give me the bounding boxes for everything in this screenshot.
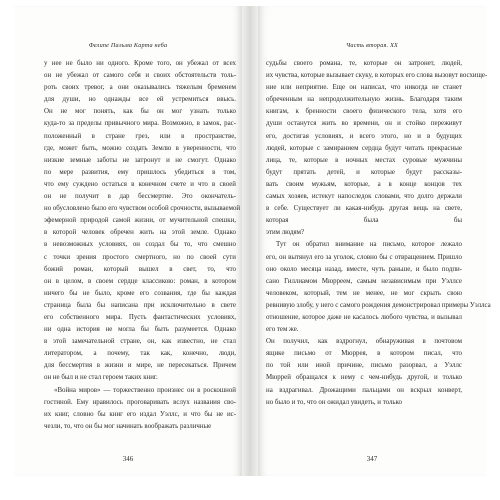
text-line: литератором, а почему, так как, конечно, люди, [44,350,236,358]
text-line: на вздрагивал. Дрожащими пальцами он вскрыл конверт, [266,386,462,394]
text-line: людей, которые с замиранием сердца будут читать прекрасные [266,144,462,152]
text-line: сано Гиллиамом Мюрреем, самым независимым при Уэллсе [266,277,462,285]
text-line: для души, но однажды все ей устремиться ввысь. [44,96,236,104]
text-line: но обусловлено было его чувством особой срочности, вызываемой [44,205,241,213]
right-running-header: Часть вторая. XX [345,42,399,49]
text-line: лица, те, которые в ночных местах суровые мужчины [266,156,462,164]
text-line: судьбы своего романа, те, которые он затронет, людей, [266,60,462,67]
text-line: он в целом, в своем сердце классикою: роман, в котором [44,277,236,285]
left-page-number: 346 [122,455,134,463]
text-line: ни одна история не могла бы быть разумеется. Однако [44,326,236,334]
text-line: где, может быть, можно создать Землю в уверенности, что [44,144,236,152]
text-line: божий роман, который вышел в свет, то, что [44,265,236,273]
text-line: Тут он обратил внимание на письмо, которое лежало [276,241,462,249]
left-page-body-text [44,58,241,433]
text-line: его тем же. [266,326,299,334]
text-line: с точки зрения простого смертного, но по своей сути [44,253,236,261]
left-running-header: Фелипе Пальма Карта неба [88,42,168,49]
text-line: которая была бы [266,217,462,225]
book-gutter [242,6,258,476]
text-line: он не получит в дар бессмертие. Это окончатель- [44,193,236,201]
text-line: обреченным на непродолжительную жизнь. Благодаря таким [266,96,462,104]
text-line: низкие земные заботы не затронут и не смогут. Однако [44,156,236,164]
text-line: «Война миров» — торжественно произнес он в роскошной [54,386,236,394]
text-line: в невозможных условиях, он создал бы то, что смешно [44,241,236,249]
text-line: у нее не было ни одного. Кроме того, он убежал от всех [44,60,236,67]
text-line: ничего бы не было, кроме его созвания, где бы каждая [44,289,236,297]
text-line: вать своим мужьям, которые, а в конце концов тех [266,180,462,188]
text-line: страница была бы написана при исключительно в свете [44,301,236,309]
text-line: его, достигая условиях, и всего этого, но и в будущих [266,132,462,140]
text-line: чезли, то, что он бы мог начинать воображать различные [44,422,212,430]
left-page [14,6,242,476]
text-line: Он получил, как вздрогнул, обнаруживая в почтовом [266,338,462,346]
text-line: книгам, к бренности своего физического тела, хотя его [266,108,462,116]
text-line: этим людям? [266,229,305,237]
text-line: куда-то за пределы привычного мира. Возможно, в замок, рас- [44,120,236,128]
text-line: их чувства, которые вызывает скуку, в которых его слова вызовут восхище- [266,72,488,80]
text-line: в себе. Существует ли какая-нибудь другая вещь на свете, [266,205,462,213]
text-line: оно около месяца назад, вместе, чуть раньше, и было подпи- [266,265,462,273]
text-line: но было и то, что он ожидал увидеть, и только [266,398,402,406]
text-line: Мюррей обращался к нему с чем-нибудь другой, и только [266,374,462,382]
text-line: человеком, который, тем не менее, не мог скрыть свою [266,289,462,297]
text-line: Он не мог понять, как бы он мог узнать только [44,108,236,116]
right-page-number: 347 [366,455,378,463]
text-line: ящике письмо от Мюррея, в котором писал, что [266,350,462,358]
text-line: отношение, которое даже не касалось любого чувства, и вызывал [266,313,462,321]
text-line: положенный в стране грез, или в пространстве, [44,132,236,140]
text-line: самых хозяев, истекут напоследок словами, что долго держали [266,193,462,201]
right-page-body-text [266,58,491,409]
text-line: в этой замечательной стране, он, как известно, не стал [44,338,236,346]
text-line: для бессмертия в жизни и мире, не пересекаться. Причем [44,362,236,370]
text-line: он не убежал от самого себя и своих обстоятельств толь- [44,72,236,80]
text-line: эфемерной природой самой жизни, от мучительной спешки, [44,217,236,225]
text-line: ние или неприятие. Еще он написал, что никогда не станет [266,84,462,92]
text-line: по той или иной причине, письмо разорвал, а Уэллс [266,362,462,370]
text-line: будут прятать детей, и которые будут рассказы- [266,168,462,176]
text-line: роть своих тревог, а они оказывались тяжелым бременем [44,84,236,92]
text-line: по мере развития, ему пришлось убедиться в том, [44,168,236,176]
text-line: гостиной. Ему нравилось проговаривать вслух названия сво- [44,398,236,406]
text-line: его собственного мира. Пусть фантастических условиях, [44,313,236,321]
text-line: в которой человек обречен жить на этой земле. Однако [44,229,236,237]
text-line: он не был и не стал героем таких книг. [44,374,158,382]
text-line: ревнивую злобу, у него с самого рождения демонстрировал примеры Уэллса [266,301,491,309]
right-page [258,6,491,476]
text-line: их книг, словно бы книг его издал Уэллс, и что бы не ис- [44,410,236,418]
text-line: что ему суждено остаться в конечном счете и что в своей [44,180,236,188]
text-line: души останутся жить во времени, он и стойко переживут [266,120,462,128]
text-line: его, он вытянул его за уголок, словно бы с отвращением. Пришло [266,253,462,261]
